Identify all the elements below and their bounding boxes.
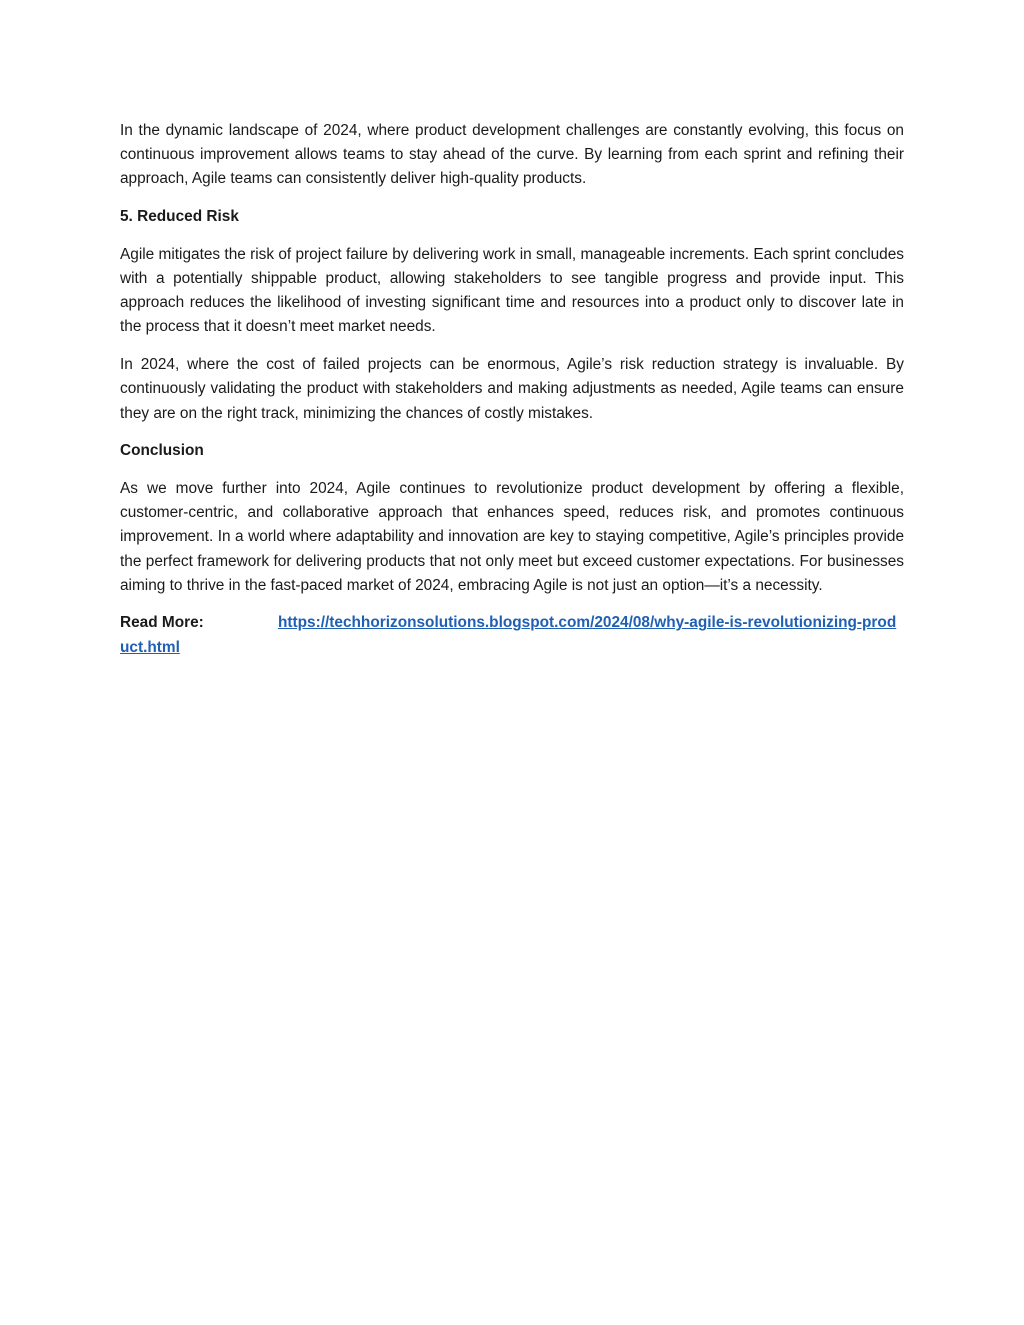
conclusion-paragraph: As we move further into 2024, Agile continues to revolutionize product development by offering a flexible, customer-centric, and collaborative approach that enhances speed, reduces risk, and promotes continuous improvement. In a world where adaptability and innovation are key to staying competitive, Agile’s principles provide the perfect framework for delivering products that not only meet but exceed customer expectations. For businesses aiming to thrive in the fast-paced market of 2024, embracing Agile is not just an option—it’s a necessity.	[120, 479, 904, 594]
read-more-label: Read More:	[120, 614, 204, 632]
read-more-line	[120, 611, 904, 659]
intro-paragraph: In the dynamic landscape of 2024, where product development challenges are constantly evolving, this focus on continuous improvement allows teams to stay ahead of the curve. By learning from each sprint and refining their approach, Agile teams can consistently deliver high-quality products.	[120, 122, 904, 188]
reduced-risk-paragraph-2: In 2024, where the cost of failed projects can be enormous, Agile’s risk reduction strategy is invaluable. By continuously validating the product with stakeholders and making adjustments as needed, Agile teams can ensure they are on the right track, minimizing the chances of costly mistakes.	[120, 356, 904, 422]
conclusion-heading: Conclusion	[120, 442, 204, 460]
read-more-link[interactable]: https://techhorizonsolutions.blogspot.com/2024/08/why-agile-is-revolutionizing-product.html	[120, 614, 897, 656]
reduced-risk-paragraph-1: Agile mitigates the risk of project failure by delivering work in small, manageable increments. Each sprint concludes with a potentially shippable product, allowing stakeholders to see tangible progress and provide input. This approach reduces the likelihood of investing significant time and resources into a product only to discover late in the process that it doesn’t meet market needs.	[120, 245, 904, 336]
document-page	[120, 119, 904, 660]
reduced-risk-heading: 5. Reduced Risk	[120, 208, 239, 226]
